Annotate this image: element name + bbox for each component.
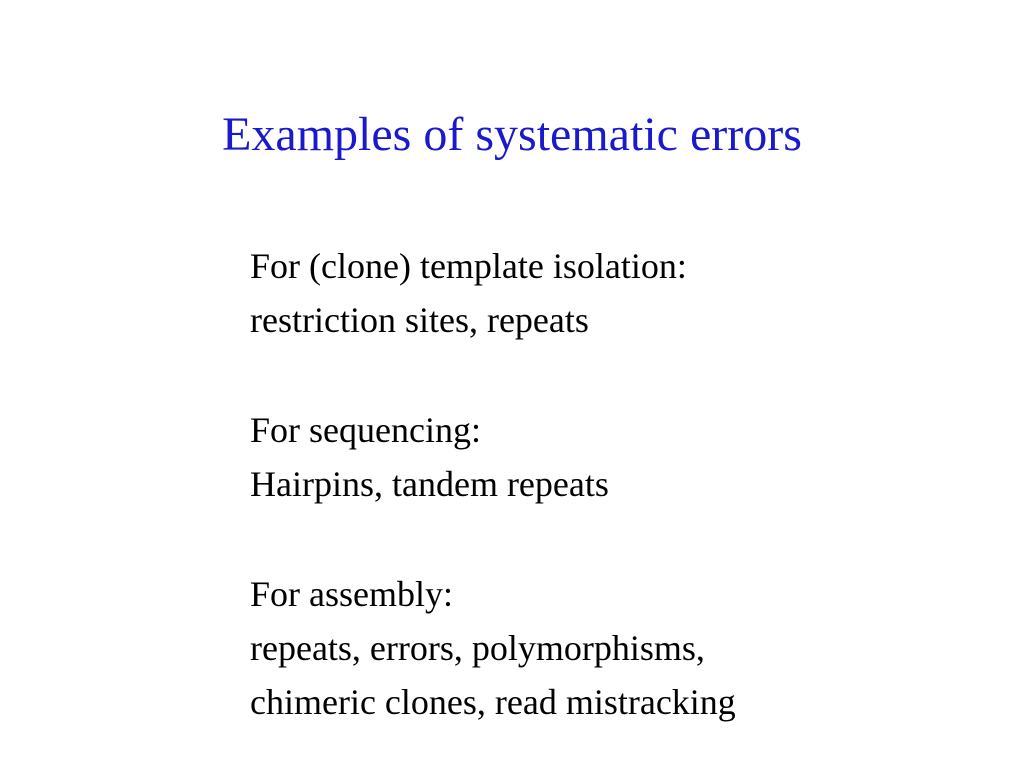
section-line: Hairpins, tandem repeats (250, 464, 609, 504)
slide-body (250, 239, 990, 729)
section-sequencing (250, 403, 990, 511)
section-template-isolation (250, 239, 990, 347)
section-line: restriction sites, repeats (250, 300, 589, 340)
section-heading: For assembly: (250, 574, 453, 614)
section-heading: For (clone) template isolation: (250, 246, 687, 286)
section-assembly (250, 567, 990, 729)
section-heading: For sequencing: (250, 410, 481, 450)
slide-title: Examples of systematic errors (222, 108, 802, 161)
section-line: chimeric clones, read mistracking (250, 682, 736, 722)
section-line: repeats, errors, polymorphisms, (250, 628, 705, 668)
